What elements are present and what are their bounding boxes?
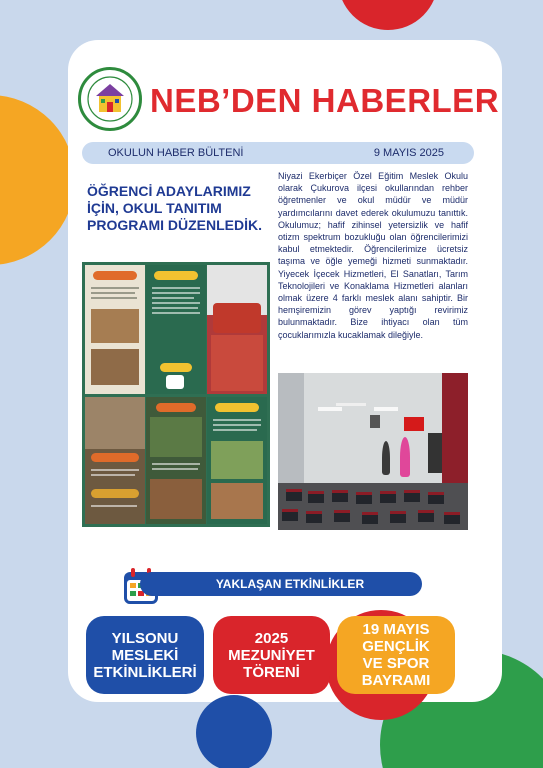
brochure-panel: [85, 265, 145, 394]
brochure-panel: [85, 397, 145, 524]
event-card-graduation: [213, 616, 330, 694]
article-body: Niyazi Ekerbiçer Özel Eğitim Meslek Okulu olarak Çukurova ilçesi okullarından rehber öğretmenler ve okul müdür ve müdür yardımcılarını davet ederek okulumuzu tanıttık. Okulumuz; hafif zihinsel yetersizlik ve hafif otizm spektrum bozukluğu olan öğrencilerimizi kabul etmektedir. Öğrencilerimize ücretsiz taşıma ve öğle yemeği hizmeti sunmaktadır. Yiyecek İçecek Hizmetleri, El Sanatları, Tarım Teknolojileri ve Konaklama Hizmetleri alanları olmak üzere 4 farklı meslek alanı sahiptir. Bir hemşiremizin görev yaptığı revirimiz bulunmaktadır. Bize ihtiyacı olan tüm çocuklarımızla kucaklamak dileğiyle.: [278, 171, 468, 340]
event-card-yearend: [86, 616, 204, 694]
classroom-photo: [278, 373, 468, 530]
decorative-red-circle-top: [338, 0, 438, 30]
bulletin-date: 9 MAYIS 2025: [373, 147, 444, 159]
event-card-youth-sports: [337, 616, 455, 694]
event-line: ETKİNLİKLERİ: [93, 663, 197, 681]
event-line: 2025: [254, 629, 289, 647]
brochure-panel: [146, 397, 206, 524]
bulletin-bar: [82, 142, 474, 164]
event-line: MEZUNİYET: [228, 646, 315, 664]
event-line: GENÇLİK: [362, 638, 430, 655]
page-title: NEB’DEN HABERLER: [150, 82, 500, 119]
decorative-orange-circle: [0, 95, 75, 265]
event-line: MESLEKİ: [111, 646, 179, 664]
event-line: YILSONU: [111, 629, 179, 647]
decorative-blue-circle: [196, 695, 272, 768]
brochure-panel: [207, 265, 267, 394]
article-headline: ÖĞRENCİ ADAYLARIMIZ İÇİN, OKUL TANITIM PROGRAMI DÜZENLEDİK.: [87, 183, 262, 233]
brochure-panel: [207, 397, 267, 524]
event-line: 19 MAYIS: [362, 621, 430, 638]
event-line: BAYRAMI: [361, 672, 431, 689]
events-section-title: YAKLAŞAN ETKİNLİKLER: [140, 572, 422, 596]
bulletin-label: OKULUN HABER BÜLTENİ: [108, 147, 244, 159]
event-line: VE SPOR: [362, 655, 430, 672]
brochure-panel: [146, 265, 206, 394]
brochure-image: [82, 262, 270, 527]
school-logo-icon: [78, 67, 142, 131]
event-line: TÖRENİ: [243, 663, 300, 681]
